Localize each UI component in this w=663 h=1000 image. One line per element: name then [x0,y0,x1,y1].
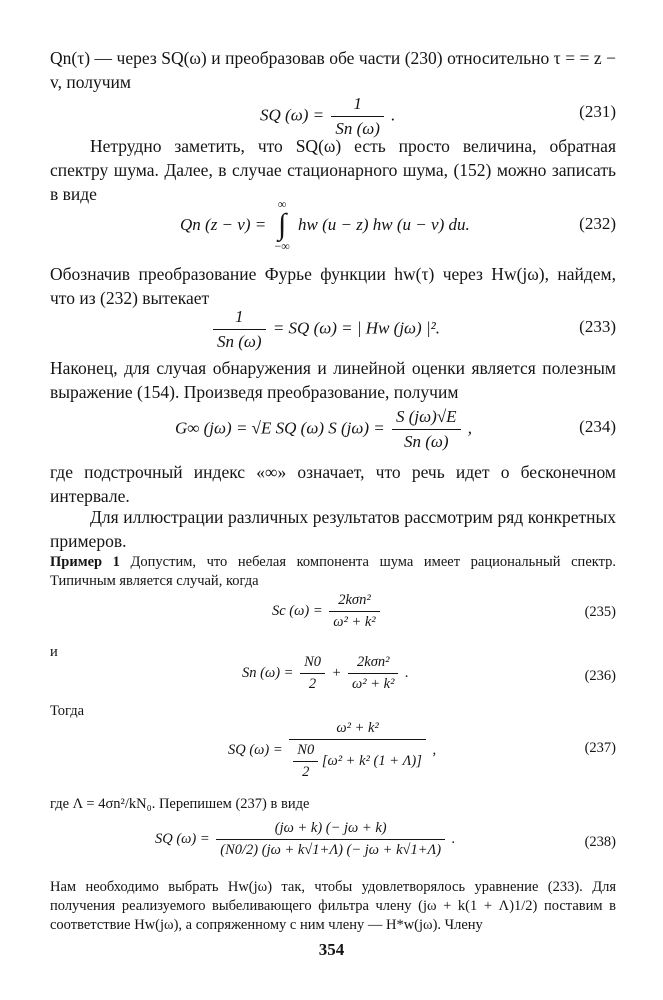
eq231-fraction [331,94,384,139]
eq233-rhs: = SQ (ω) = | Hw (jω) |². [272,318,440,338]
eq237-inner-denominator: 2 [302,764,310,780]
eq237-fraction [289,720,426,781]
equation-234 [50,405,616,449]
paragraph-2: Нетрудно заметить, что SQ(ω) есть просто величина, обратная спектру шума. Далее, в случае стационарного шума, (152) можно записать в виде [50,136,616,204]
eq236-plus: + [331,664,342,681]
where-line: где Λ = 4σn²/kN₀. Перепишем (237) в виде [50,796,310,812]
eq232-lhs: Qn (z − v) = [180,215,267,234]
example-heading: Пример 1 [50,554,120,570]
eq237-tail: , [432,742,437,758]
eq237-denominator-rest: [ω² + k² (1 + Λ)] [321,752,422,769]
eq236-lhs: Sn (ω) = [242,664,294,681]
eq237-number: (237) [584,740,616,756]
eq234-numerator: S (jω)√E [392,407,461,430]
eq235-denominator: ω² + k² [333,614,376,630]
eq233-fraction [213,307,266,352]
eq237-lhs: SQ (ω) = [228,742,283,758]
equation-237 [50,720,616,782]
eq235-fraction [329,592,379,631]
eq232-number: (232) [579,214,616,233]
equation-236 [50,654,616,698]
and-word: и [50,644,58,660]
integral-icon: ∞ ∫ −∞ [274,197,290,253]
eq231-number: (231) [579,102,616,121]
eq236-b-denominator: ω² + k² [352,676,395,692]
eq234-lhs: G∞ (jω) = √E SQ (ω) S (jω) = [175,418,385,438]
eq237-inner-numerator: N0 [293,742,318,762]
paragraph-3: Обозначив преобразование Фурье функции hw(τ) через Hw(jω), найдем, что из (232) вытекает [50,264,616,308]
eq238-lhs: SQ (ω) = [155,830,210,847]
eq234-tail: , [467,418,473,438]
paragraph-5: где подстрочный индекс «∞» означает, что речь идет о бесконечном интервале. [50,462,616,506]
eq231-denominator: Sn (ω) [335,119,380,138]
eq237-inner-fraction [293,742,318,781]
eq237-denominator [289,740,426,781]
example-text: Допустим, что небелая компонента шума имеет рациональный спектр. Типичным является случай, когда [50,554,616,589]
eq233-numerator: 1 [213,307,266,330]
page-number: 354 [318,940,345,959]
eq238-numerator: (jω + k) (− jω + k) [216,820,445,840]
eq236-a-numerator: N0 [300,654,325,674]
equation-233 [50,305,616,351]
example-1-paragraph [50,553,616,591]
eq238-number: (238) [584,834,616,850]
eq235-number: (235) [584,604,616,620]
eq236-b-numerator: 2kσn² [348,654,398,674]
eq234-number: (234) [579,417,616,436]
final-paragraph: Нам необходимо выбрать Hw(jω) так, чтобы удовлетворялось уравнение (233). Для получения реализуемого выбеливающего фильтра члену (jω + k(1 + Λ)1/2) поставим в соответствие Hw(jω), а сопряженному с ним члену — H*w(jω). Члену [50,879,616,933]
eq231-tail: . [391,105,396,125]
paragraph-4: Наконец, для случая обнаружения и линейной оценки является полезным выражение (154). Произведя преобразование, получим [50,358,616,402]
eq232-upper-limit: ∞ [277,197,287,211]
eq232-body: hw (u − z) hw (u − v) du. [298,215,470,234]
eq236-tail: . [405,664,409,681]
eq236-fraction-a [300,654,325,693]
then-word: Тогда [50,703,85,719]
eq238-fraction [216,820,445,859]
equation-231 [50,92,616,138]
eq236-number: (236) [584,668,616,684]
equation-235 [50,592,616,634]
eq233-denominator: Sn (ω) [217,332,262,351]
equation-238 [50,820,616,866]
paragraph-1: Qn(τ) — через SQ(ω) и преобразовав обе части (230) относительно τ = = z − v, получим [50,48,616,92]
eq238-tail: . [451,830,456,847]
eq231-lhs: SQ (ω) = [260,105,325,125]
eq236-fraction-b [348,654,398,693]
eq233-number: (233) [579,317,616,336]
eq231-numerator: 1 [331,94,384,117]
eq237-numerator: ω² + k² [289,720,426,740]
eq235-numerator: 2kσn² [329,592,379,612]
eq234-denominator: Sn (ω) [403,432,449,451]
eq238-denominator: (N0/2) (jω + k√1+Λ) (− jω + k√1+Λ) [220,842,442,858]
equation-232 [50,197,616,253]
paragraph-6: Для иллюстрации различных результатов рассмотрим ряд конкретных примеров. [50,507,616,551]
eq235-lhs: Sc (ω) = [272,602,323,619]
eq236-a-denominator: 2 [308,676,317,692]
eq232-lower-limit: −∞ [274,239,290,253]
eq234-fraction [392,407,461,452]
